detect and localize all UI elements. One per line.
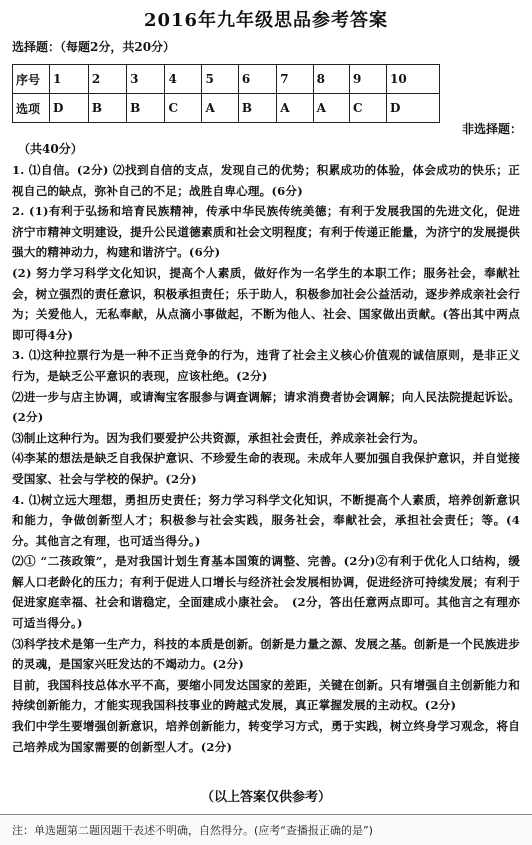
points-total: （共40分） [18, 142, 83, 156]
answer-cell: D [387, 94, 440, 123]
answer-cell: A [313, 94, 349, 123]
answer-cell: C [165, 94, 202, 123]
answer-cell: C [350, 94, 387, 123]
answer-cell: A [202, 94, 238, 123]
table-row-answers [13, 94, 440, 123]
answer-cell: B [238, 94, 276, 123]
answer-cell: D [50, 94, 89, 123]
answer-body [12, 160, 520, 757]
reference-footer: （以上答案仅供参考） [200, 790, 331, 805]
multiple-choice-heading: 选择题：（每题2分，共20分） [12, 40, 176, 54]
number-cell: 1 [50, 65, 89, 94]
number-cell: 9 [350, 65, 387, 94]
answer-table [12, 64, 440, 123]
number-cell: 3 [127, 65, 165, 94]
answer-paragraph: 3. ⑴这种拉票行为是一种不正当竞争的行为，违背了社会主义核心价值观的诚信原则，是非正义行为，是缺乏公平意识的表现，应该杜绝。(2分) [12, 348, 520, 383]
answer-cell: B [127, 94, 165, 123]
number-cell: 7 [277, 65, 313, 94]
answer-cell: B [88, 94, 126, 123]
row-label-option: 选项 [13, 94, 50, 123]
answer-paragraph: 我们中学生要增强创新意识，培养创新能力，转变学习方式，勇于实践，树立终身学习观念，将自己培养成为国家需要的创新型人才。(2分) [12, 719, 520, 754]
number-cell: 10 [387, 65, 440, 94]
answer-cell: A [277, 94, 313, 123]
answer-paragraph: ⑵① “二孩政策”，是对我国计划生育基本国策的调整、完善。(2分)②有利于优化人口结构，缓解人口老龄化的压力；有利于促进人口增长与经济社会发展相协调，促进经济可持续发展；有利于促进家庭幸福、社会和谐稳定，全面建成小康社会。 (2分，答出任意两点即可。其他言之有理亦可适当得分。) [12, 554, 520, 631]
number-cell: 4 [165, 65, 202, 94]
number-cell: 5 [202, 65, 238, 94]
row-label-number: 序号 [13, 65, 50, 94]
table-row-numbers [13, 65, 440, 94]
note-text: 注：单选题第二题因题干表述不明确，自然得分。(应考“查播报正确的是”) [12, 824, 373, 837]
answer-paragraph: ⑶制止这种行为。因为我们要爱护公共资源，承担社会责任，养成亲社会行为。 [12, 430, 425, 445]
answer-paragraph: 目前，我国科技总体水平不高，要缩小同发达国家的差距，关键在创新。只有增强自主创新能力和持续创新能力，才能实现我国科技事业的跨越式发展，真正掌握发展的主动权。(2分) [12, 677, 520, 713]
non-multiple-choice-heading: 非选择题： [461, 122, 522, 136]
answer-paragraph: ⑷李某的想法是缺乏自我保护意识、不珍爱生命的表现。未成年人要加强自我保护意识，并自觉接受国家、社会与学校的保护。(2分) [12, 451, 520, 486]
answer-paragraph: (2) 努力学习科学文化知识，提高个人素质，做好作为一名学生的本职工作；服务社会，奉献社会，树立强烈的责任意识，积极承担责任；乐于助人，积极参加社会公益活动，逐步养成亲社会行为；关爱他人，无私奉献，从点滴小事做起，不断为他人、社会、国家做出贡献。(答出其中两点即可得4分) [12, 265, 520, 342]
answer-paragraph: 1. ⑴自信。(2分) ⑵找到自信的支点，发现自己的优势；积累成功的体验，体会成功的快乐；正视自己的缺点，弥补自己的不足；战胜自卑心理。(6分) [12, 163, 520, 198]
answer-paragraph: 4. ⑴树立远大理想，勇担历史责任；努力学习科学文化知识，不断提高个人素质，培养创新意识和能力，争做创新型人才；积极参与社会实践，服务社会，奉献社会，承担社会责任；等。(4分。其他言之有理，也可适当得分。) [12, 492, 520, 548]
answer-paragraph: ⑵进一步与店主协调，或请淘宝客服参与调查调解；请求消费者协会调解；向人民法院提起诉讼。(2分) [12, 389, 520, 425]
answer-paragraph: 2. (1)有利于弘扬和培育民族精神，传承中华民族传统美德；有利于发展我国的先进文化，促进济宁市精神文明建设，提升公民道德素质和社会文明程度；有利于传递正能量，为济宁的发展提供强大的精神动力，构建和谐济宁。(6分) [12, 204, 520, 260]
page-title: 2016年九年级思品参考答案 [143, 10, 389, 31]
number-cell: 8 [313, 65, 349, 94]
answer-paragraph: ⑶科学技术是第一生产力，科技的本质是创新。创新是力量之源、发展之基。创新是一个民族进步的灵魂，是国家兴旺发达的不竭动力。(2分) [12, 636, 520, 672]
number-cell: 2 [88, 65, 126, 94]
number-cell: 6 [238, 65, 276, 94]
